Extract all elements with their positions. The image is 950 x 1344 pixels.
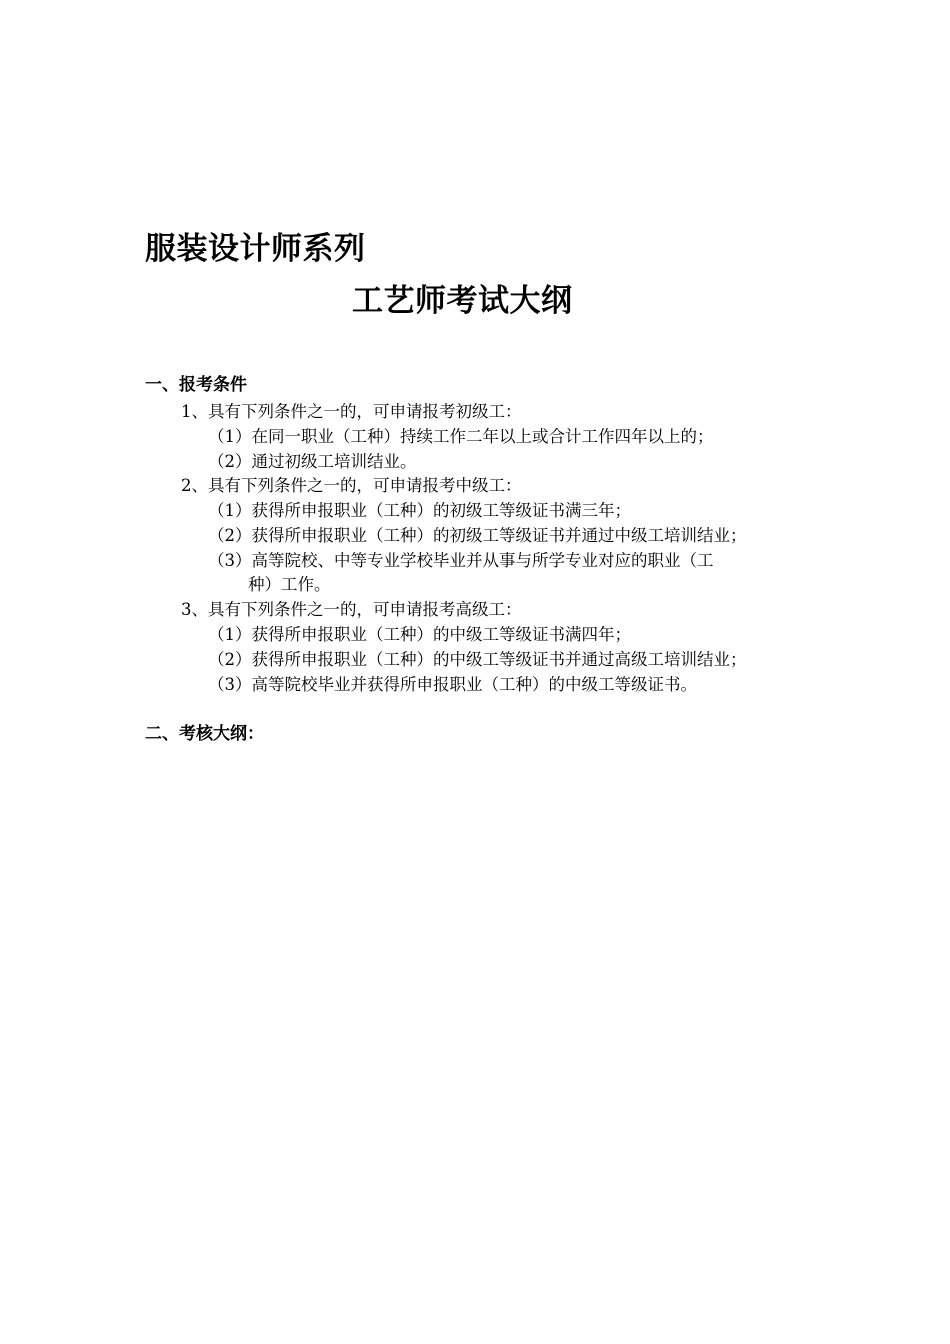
condition-item: （2）获得所申报职业（工种）的初级工等级证书并通过中级工培训结业；	[208, 526, 747, 545]
condition-group-intermediate: 2、具有下列条件之一的，可申请报考中级工：	[181, 476, 522, 495]
condition-group-senior: 3、具有下列条件之一的，可申请报考高级工：	[181, 600, 522, 619]
condition-item: （1）在同一职业（工种）持续工作二年以上或合计工作四年以上的；	[208, 427, 714, 446]
condition-item: （2）通过初级工培训结业。	[208, 452, 417, 471]
section-heading-registration: 一、报考条件	[145, 375, 247, 395]
condition-item: （3）高等院校毕业并获得所申报职业（工种）的中级工等级证书。	[208, 675, 697, 694]
section-heading-syllabus: 二、考核大纲：	[145, 724, 264, 744]
document-title-series: 服装设计师系列	[145, 231, 366, 267]
condition-item: （2）获得所申报职业（工种）的中级工等级证书并通过高级工培训结业；	[208, 650, 747, 669]
condition-item: （1）获得所申报职业（工种）的中级工等级证书满四年；	[208, 625, 631, 644]
condition-item-continuation: 种）工作。	[248, 575, 331, 594]
condition-group-junior: 1、具有下列条件之一的，可申请报考初级工：	[181, 402, 522, 421]
condition-item: （1）获得所申报职业（工种）的初级工等级证书满三年；	[208, 501, 631, 520]
document-title-main: 工艺师考试大纲	[352, 283, 573, 319]
condition-item: （3）高等院校、中等专业学校毕业并从事与所学专业对应的职业（工	[208, 551, 714, 570]
